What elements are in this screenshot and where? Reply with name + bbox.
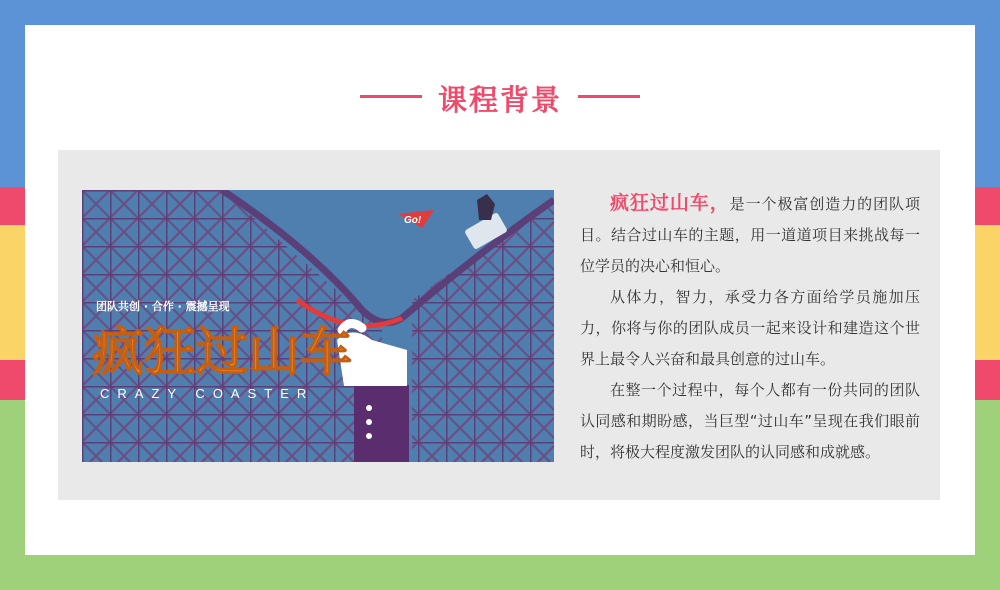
illustration-tagline: 团队共创 · 合作 · 震撼呈现 <box>96 300 230 313</box>
paragraph-3: 在整一个过程中，每个人都有一份共同的团队认同感和期盼感，当巨型“过山车”呈现在我们眼前时，将极大程度激发团队的认同感和成就感。 <box>580 381 920 461</box>
go-label: Go! <box>404 215 422 226</box>
page-title: 课程背景 <box>437 83 562 117</box>
coaster-illustration <box>82 190 554 462</box>
description-text <box>580 188 920 468</box>
header <box>0 68 1000 118</box>
highlight-term: 疯狂过山车， <box>610 192 730 214</box>
title-rule-right <box>578 95 640 98</box>
paragraph-1-text: 是一个极富创造力的团队项目。结合过山车的主题，用一道道项目来挑战每一位学员的决心和恒心。 <box>580 195 920 275</box>
paragraph-1 <box>580 188 920 282</box>
illustration-title-cn: 疯狂过山车 <box>92 323 353 383</box>
illustration-title-en: CRAZY COASTER <box>100 386 315 401</box>
paragraph-2: 从体力，智力，承受力各方面给学员施加压力，你将与你的团队成员一起来设计和建造这个世界上最令人兴奋和最具创意的过山车。 <box>580 288 920 368</box>
